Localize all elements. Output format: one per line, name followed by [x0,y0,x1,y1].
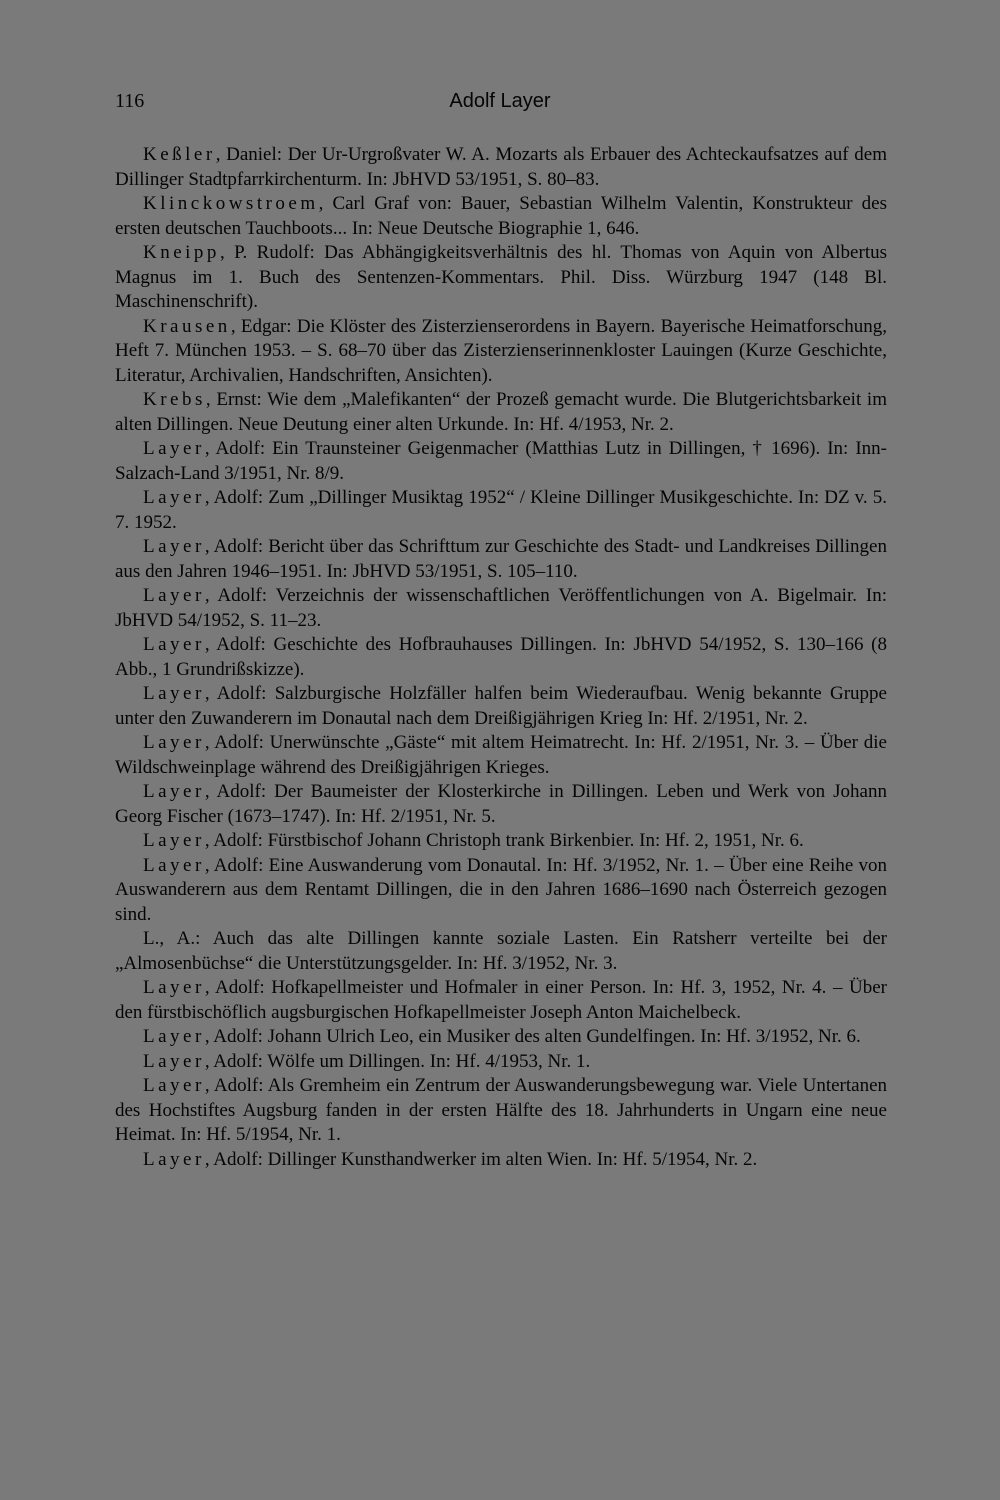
entry-author: Layer [143,438,205,459]
entry-author: Layer [143,1050,205,1072]
bibliography-entry [115,535,887,584]
entry-author: Klinckowstroem [143,193,319,214]
bibliography-entry [115,241,887,315]
entry-text: , Adolf: Ein Traunsteiner Geigenmacher (Matthias Lutz in Dillingen, † 1696). In: Inn-Salzach-Land 3/1951, Nr. 8/9. [115,438,887,484]
entry-author: Layer [143,683,205,704]
bibliography-entry [115,633,887,682]
entry-author: Keßler [143,144,216,165]
entry-text: , Daniel: Der Ur-Urgroßvater W. A. Mozarts als Erbauer des Achteckaufsatzes auf dem Dillinger Stadtpfarrkirchenturm. In: JbHVD 53/1951, S. 80–83. [115,144,887,190]
page-number: 116 [115,90,145,112]
entry-text: , Adolf: Zum „Dillinger Musiktag 1952“ / Kleine Dillinger Musikgeschichte. In: DZ v. 5. 7. 1952. [115,487,887,533]
bibliography-entry [115,143,887,192]
bibliography-entry [115,854,887,928]
entry-author: Kneipp [143,242,220,263]
entry-author: Layer [143,487,205,508]
entry-text: , Adolf: Bericht über das Schrifttum zur Geschichte des Stadt- und Landkreises Dillingen aus den Jahren 1946–1951. In: JbHVD 53/1951, S. 105–110. [115,536,887,582]
bibliography-entry [115,192,887,241]
entry-author: Layer [143,1148,205,1170]
entry-author: Layer [143,585,205,606]
bibliography-entry [115,1050,887,1075]
bibliography-entry [115,315,887,389]
bibliography-entry [115,731,887,780]
entry-author: Layer [143,781,205,802]
bibliography-entry [115,1148,887,1173]
bibliography-entry [115,437,887,486]
entry-author: Layer [143,732,205,753]
entry-text: , P. Rudolf: Das Abhängigkeitsverhältnis des hl. Thomas von Aquin von Albertus Magnus im 1. Buch des Sentenzen-Kommentars. Phil. Diss. Würzburg 1947 (148 Bl. Maschinenschrift). [115,242,887,312]
entry-author: Layer [143,854,205,876]
bibliography-entry [115,829,887,854]
entry-author: Layer [143,1075,205,1096]
entry-text: , Adolf: Geschichte des Hofbrauhauses Dillingen. In: JbHVD 54/1952, S. 130–166 (8 Abb., 1 Grundrißskizze). [115,634,887,680]
entry-text: , Adolf: Der Baumeister der Klosterkirche in Dillingen. Leben und Werk von Johann Georg Fischer (1673–1747). In: Hf. 2/1951, Nr. 5. [115,781,887,827]
bibliography-entry [115,486,887,535]
bibliography-entry [115,682,887,731]
bibliography-entry [115,780,887,829]
entry-text: , Adolf: Dillinger Kunsthandwerker im alten Wien. In: Hf. 5/1954, Nr. 2. [204,1148,758,1170]
bibliography-list [115,143,887,1172]
entry-text: , Adolf: Wölfe um Dillingen. In: Hf. 4/1953, Nr. 1. [204,1050,591,1072]
entry-text: , Adolf: Fürstbischof Johann Christoph trank Birkenbier. In: Hf. 2, 1951, Nr. 6. [204,830,804,851]
bibliography-entry [115,1025,887,1050]
entry-author: Layer [143,634,205,655]
entry-text: , Adolf: Johann Ulrich Leo, ein Musiker des alten Gundelfingen. In: Hf. 3/1952, Nr. 6. [204,1026,861,1047]
entry-text: , Carl Graf von: Bauer, Sebastian Wilhelm Valentin, Konstrukteur des ersten deutschen Tauchboots... In: Neue Deutsche Biographie 1, 646. [115,193,887,239]
page-header [115,90,885,120]
bibliography-entry [115,1074,887,1148]
bibliography-entry [115,927,887,976]
entry-author: Krausen [143,315,231,337]
bibliography-entry [115,976,887,1025]
entry-text: , Adolf: Unerwünschte „Gäste“ mit altem Heimatrecht. In: Hf. 2/1951, Nr. 3. – Über die Wildschweinplage während des Dreißigjährigen Krieges. [115,732,887,778]
entry-author: Layer [143,1026,205,1047]
bibliography-entry [115,584,887,633]
entry-text: , Adolf: Eine Auswanderung vom Donautal. In: Hf. 3/1952, Nr. 1. – Über eine Reihe von Auswanderern aus dem Rentamt Dillingen, die in den Jahren 1686–1690 nach Österreich gezogen sind. [115,854,887,925]
entry-author: Layer [143,830,205,851]
entry-author: Krebs [143,389,206,410]
entry-text: , Ernst: Wie dem „Malefikanten“ der Prozeß gemacht wurde. Die Blutgerichtsbarkeit im alten Dillingen. Neue Deutung einer alten Urkunde. In: Hf. 4/1953, Nr. 2. [115,389,887,435]
entry-text: , Adolf: Hofkapellmeister und Hofmaler in einer Person. In: Hf. 3, 1952, Nr. 4. – Über den fürstbischöflich augsburgischen Hofkapellmeister Joseph Anton Maichelbeck. [115,977,887,1023]
entry-author: Layer [143,536,205,557]
entry-text: , Adolf: Salzburgische Holzfäller halfen beim Wiederaufbau. Wenig bekannte Gruppe unter den Zuwanderern im Donautal nach dem Dreißigjährigen Krieg In: Hf. 2/1951, Nr. 2. [115,683,887,729]
entry-text: , Adolf: Als Gremheim ein Zentrum der Auswanderungsbewegung war. Viele Untertanen des Hochstiftes Augsburg fanden in der ersten Hälfte des 18. Jahrhunderts in Ungarn eine neue Heimat. In: Hf. 5/1954, Nr. 1. [115,1075,887,1145]
entry-text: , Adolf: Verzeichnis der wissenschaftlichen Veröffentlichungen von A. Bigelmair. In: JbHVD 54/1952, S. 11–23. [115,585,887,631]
entry-author: Layer [143,977,205,998]
entry-text: L., A.: Auch das alte Dillingen kannte soziale Lasten. Ein Ratsherr verteilte bei der „Almosenbüchse“ die Unterstützungsgelder. In: Hf. 3/1952, Nr. 3. [115,928,887,974]
entry-text: , Edgar: Die Klöster des Zisterzienserordens in Bayern. Bayerische Heimatforschung, Heft 7. München 1953. – S. 68–70 über das Zisterzienserinnenkloster Lauingen (Kurze Geschichte, Literatur, Archivalien, Handschriften, Ansichten). [115,315,887,386]
running-title: Adolf Layer [449,90,551,112]
bibliography-entry [115,388,887,437]
